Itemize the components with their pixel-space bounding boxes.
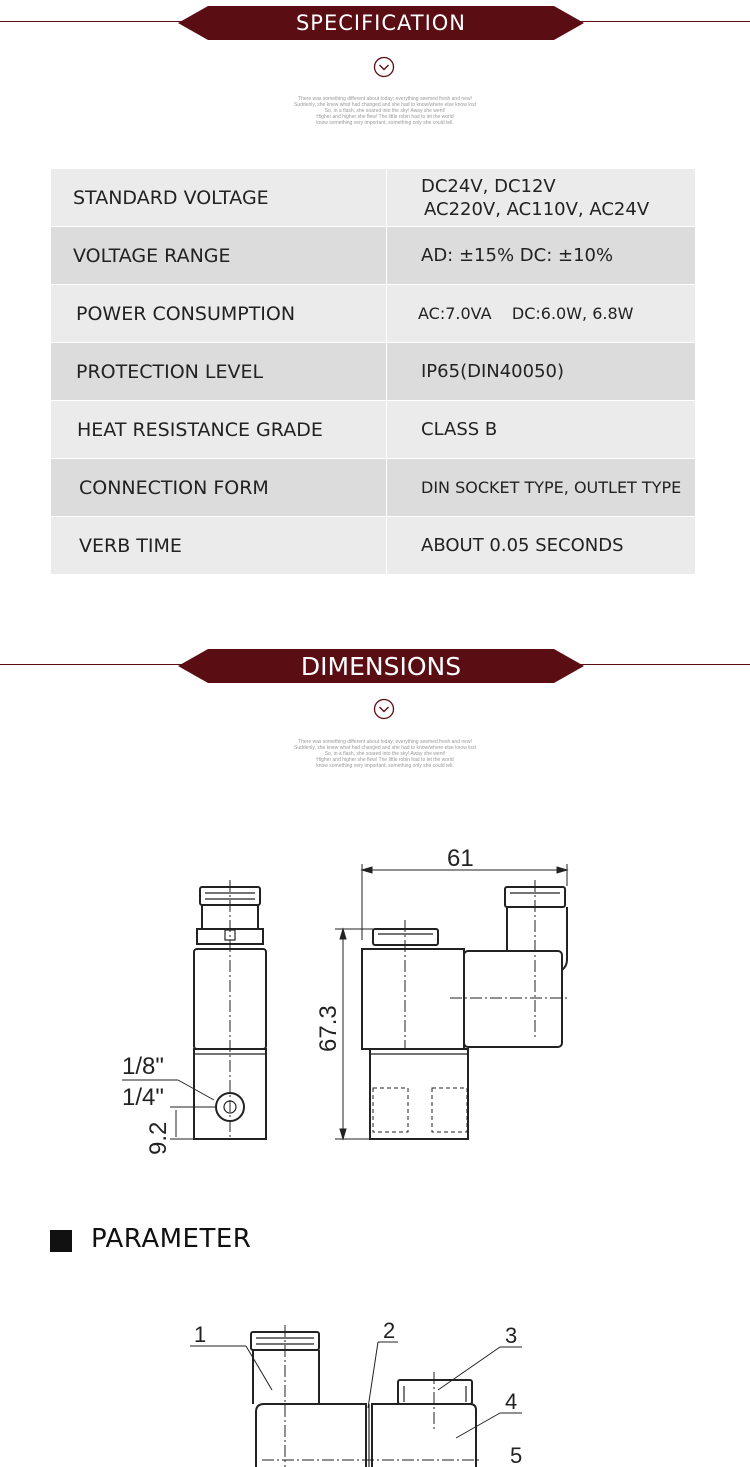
dimensions-drawing xyxy=(0,830,750,1160)
square-bullet-icon xyxy=(50,1230,72,1252)
spec-label: PROTECTION LEVEL xyxy=(51,343,387,401)
table-row xyxy=(51,169,696,227)
dimensions-title: DIMENSIONS xyxy=(300,651,462,681)
spec-value-line: DC24V, DC12V xyxy=(421,175,556,197)
specification-table xyxy=(50,168,696,575)
table-row xyxy=(51,343,696,401)
spec-value: IP65(DIN40050) xyxy=(387,343,696,401)
specification-banner xyxy=(0,0,750,40)
spec-value-line: AC220V, AC110V, AC24V xyxy=(424,198,650,220)
spec-value: CLASS B xyxy=(387,401,696,459)
width-dimension: 61 xyxy=(447,845,474,872)
spec-value: AD: ±15% DC: ±10% xyxy=(387,227,696,285)
table-row xyxy=(51,285,696,343)
chevron-down-icon xyxy=(373,698,395,720)
part-number: 5 xyxy=(510,1443,523,1467)
dimensions-note: There was something different about today; everything seemed fresh and new! Suddenly, she knew what had changed and she had to know/where else know lost So, in a flash, she soared into the sky! Away she went! Higher and higher she flew! The little robin had to let the world know something very important, something only she could tell. xyxy=(294,739,476,769)
spec-label: VOLTAGE RANGE xyxy=(51,227,387,285)
dimensions-banner xyxy=(0,643,750,683)
part-number: 4 xyxy=(505,1389,518,1414)
spec-label: CONNECTION FORM xyxy=(51,459,387,517)
part-number: 3 xyxy=(505,1323,518,1348)
spec-label: STANDARD VOLTAGE xyxy=(51,169,387,227)
offset-dimension: 9.2 xyxy=(145,1121,172,1155)
spec-value: AC:7.0VA DC:6.0W, 6.8W xyxy=(387,285,696,343)
table-row xyxy=(51,227,696,285)
chevron-down-icon xyxy=(373,56,395,78)
part-number: 1 xyxy=(194,1322,207,1347)
parameter-drawing xyxy=(0,1310,750,1467)
spec-label: POWER CONSUMPTION xyxy=(51,285,387,343)
port-size-label: 1/8" xyxy=(122,1053,164,1080)
spec-value: ABOUT 0.05 SECONDS xyxy=(387,517,696,575)
spec-label: VERB TIME xyxy=(51,517,387,575)
front-view xyxy=(335,864,570,1139)
spec-label: HEAT RESISTANCE GRADE xyxy=(51,401,387,459)
table-row xyxy=(51,401,696,459)
parameter-title: PARAMETER xyxy=(91,1224,252,1254)
table-row xyxy=(51,517,696,575)
spec-value xyxy=(387,169,696,227)
specification-note: There was something different about today; everything seemed fresh and new! Suddenly, she knew what had changed and she had to know/where else know lost So, in a flash, she soared into the sky! Away she went! Higher and higher she flew! The little robin had to let the world know something very important, something only she could tell. xyxy=(294,96,476,126)
spec-value: DIN SOCKET TYPE, OUTLET TYPE xyxy=(387,459,696,517)
port-size-label: 1/4" xyxy=(122,1084,164,1111)
part-number: 2 xyxy=(383,1318,396,1343)
height-dimension: 67.3 xyxy=(315,1005,342,1052)
valve-outline xyxy=(190,1325,522,1467)
table-row xyxy=(51,459,696,517)
specification-title: SPECIFICATION xyxy=(295,11,467,35)
